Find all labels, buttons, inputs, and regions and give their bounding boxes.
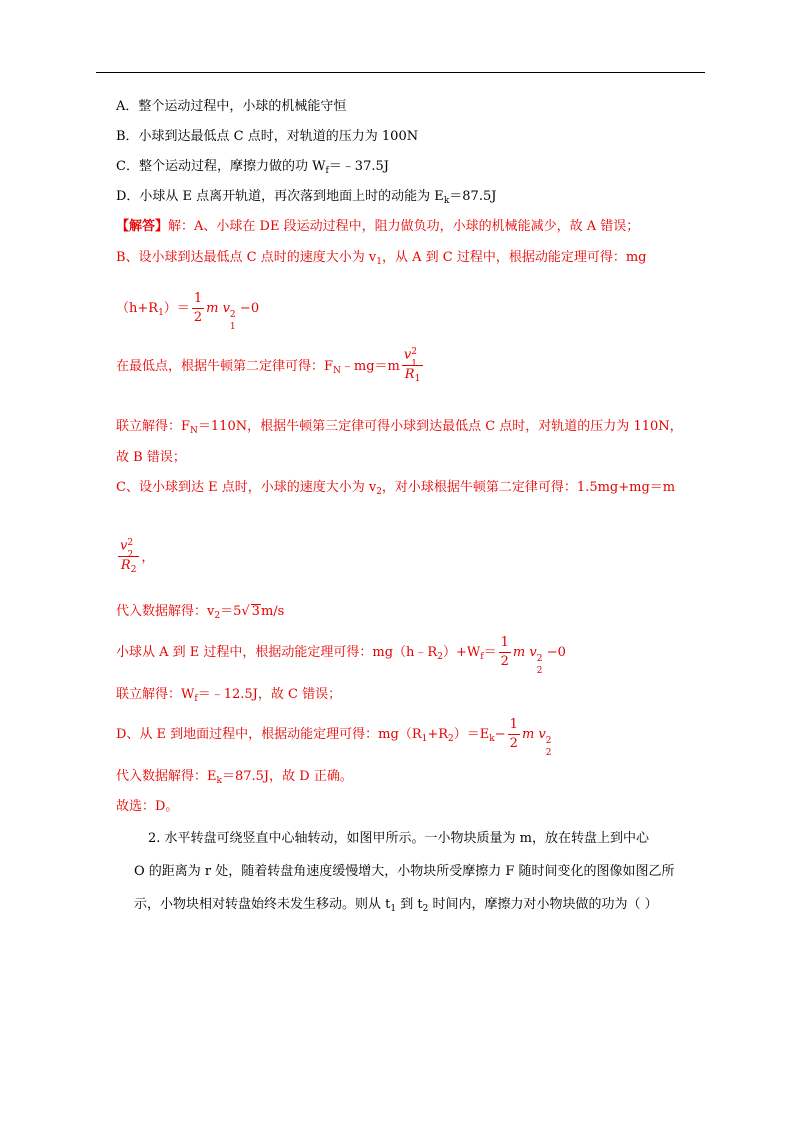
question2-line2: O 的距离为 r 处，随着转盘角速度缓慢增大，小物块所受摩擦力 F 随时间变化的图像如图乙所 xyxy=(134,864,675,879)
solution-c-fraction: v 2 2 $R_2$ ， xyxy=(116,536,154,579)
option-a: A．整个运动过程中，小球的机械能守恒 xyxy=(116,99,347,114)
fraction-half-3: $\frac{1}{2}$ xyxy=(509,717,518,751)
solution-b-line2: $(h+R_1)=$ $\frac{1}{2}$ m v 2 1 −0 xyxy=(116,291,260,332)
question2-line1: 2. 水平转盘可绕竖直中心轴转动，如图甲所示。一小物块质量为 m，放在转盘上到中心 xyxy=(148,831,649,846)
fraction-v2-r2: v 2 2 $R_2$ xyxy=(118,536,139,579)
solution-tag: 【解答】 xyxy=(116,219,169,234)
option-c: C．整个运动过程，摩擦力做的功 $W_f=﹣37.5J$ xyxy=(116,159,389,176)
fraction-half: $\frac{1}{2}$ xyxy=(193,291,203,325)
solution-d-line: D、从 E 到地面过程中，根据动能定理可得：$mg(R_1+R_2)=E_k-$ $\frac{1}{2}$ m v 2 2 xyxy=(116,717,552,758)
solution-b-conclude: 故 B 错误； xyxy=(116,450,186,465)
solution-joint1: 联立解得：$F_N=110N$，根据牛顿第三定律可得小球到达最低点 C 点时，对轨道的压力为 110N， xyxy=(116,419,683,436)
solution-ae: 小球从 A 到 E 过程中，根据动能定理可得：$mg(h﹣R_2)+W_f=$ $\frac{1}{2}$ m v 2 2 −0 xyxy=(116,635,566,676)
header-rule xyxy=(96,72,705,73)
question2-line3: 示，小物块相对转盘始终未发生移动。则从 $t_1$ 到 $t_2$ 时间内，摩擦力对小物块做的功为（ ） xyxy=(134,897,658,914)
solution-c-line1: C、设小球到达 E 点时，小球的速度大小为 $v_2$，对小球根据牛顿第二定律可得：1.5mg+mg＝m xyxy=(116,480,676,497)
solution-sub-data: 代入数据解得：$v_2=5√$ 3m/s xyxy=(116,604,285,621)
solution-a-line: 【解答】解：A、小球在 DE 段运动过程中，阻力做负功，小球的机械能减少，故 A 错误； xyxy=(116,219,640,234)
solution-newton2: 在最低点，根据牛顿第二定律可得：$F_N﹣mg=m$ v 2 1 $R_1$ xyxy=(116,345,425,389)
fraction-v1-r1: v 2 1 $R_1$ xyxy=(402,345,423,388)
solution-joint2: 联立解得：$W_f=﹣12.5J$，故 C 错误； xyxy=(116,687,342,704)
option-d: D．小球从 E 点离开轨道，再次落到地面上时的动能为 $E_k=87.5J$ xyxy=(116,189,497,206)
fraction-half-2: $\frac{1}{2}$ xyxy=(500,635,509,669)
solution-choice: 故选：D。 xyxy=(116,799,179,814)
option-b: B．小球到达最低点 C 点时，对轨道的压力为 100N xyxy=(116,129,419,144)
solution-final: 代入数据解得：$E_k=87.5J$，故 D 正确。 xyxy=(116,769,353,786)
solution-b-line1: B、设小球到达最低点 C 点时的速度大小为 $v_1$，从 A 到 C 过程中，根据动能定理可得：mg xyxy=(116,250,647,267)
